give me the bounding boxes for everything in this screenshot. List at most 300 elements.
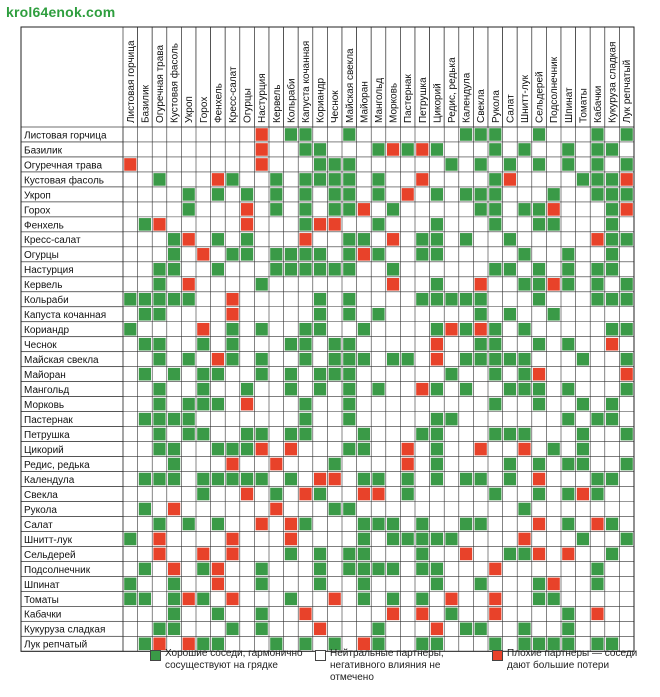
- cell-neutral: [256, 338, 268, 351]
- cell-bad: [489, 563, 501, 576]
- cell-good: [416, 293, 428, 306]
- cell-neutral: [358, 143, 370, 156]
- cell-neutral: [226, 503, 238, 516]
- cell-neutral: [226, 428, 238, 441]
- cell-neutral: [577, 248, 589, 261]
- cell-neutral: [577, 158, 589, 171]
- cell-neutral: [445, 428, 457, 441]
- cell-neutral: [197, 173, 209, 186]
- cell-good: [212, 608, 224, 621]
- cell-bad: [212, 563, 224, 576]
- cell-good: [489, 488, 501, 501]
- cell-neutral: [226, 608, 238, 621]
- cell-good: [329, 203, 341, 216]
- cell-neutral: [489, 158, 501, 171]
- cell-bad: [387, 278, 399, 291]
- cell-neutral: [168, 383, 180, 396]
- cell-neutral: [139, 278, 151, 291]
- cell-neutral: [183, 218, 195, 231]
- cell-neutral: [533, 188, 545, 201]
- cell-good: [299, 338, 311, 351]
- cell-good: [606, 518, 618, 531]
- cell-neutral: [387, 173, 399, 186]
- cell-neutral: [153, 563, 165, 576]
- cell-neutral: [241, 173, 253, 186]
- cell-neutral: [314, 593, 326, 606]
- cell-good: [548, 218, 560, 231]
- cell-bad: [591, 518, 603, 531]
- cell-neutral: [197, 218, 209, 231]
- cell-good: [299, 218, 311, 231]
- cell-neutral: [241, 128, 253, 141]
- cell-good: [504, 458, 516, 471]
- cell-neutral: [153, 503, 165, 516]
- cell-neutral: [372, 158, 384, 171]
- cell-neutral: [314, 638, 326, 651]
- cell-neutral: [241, 368, 253, 381]
- cell-good: [591, 578, 603, 591]
- cell-neutral: [226, 578, 238, 591]
- cell-good: [299, 173, 311, 186]
- cell-neutral: [577, 368, 589, 381]
- cell-neutral: [314, 503, 326, 516]
- cell-good: [489, 128, 501, 141]
- cell-bad: [314, 473, 326, 486]
- cell-good: [197, 563, 209, 576]
- cell-good: [518, 353, 530, 366]
- cell-neutral: [124, 368, 136, 381]
- cell-neutral: [329, 413, 341, 426]
- cell-neutral: [241, 413, 253, 426]
- cell-neutral: [591, 548, 603, 561]
- cell-good: [329, 353, 341, 366]
- cell-neutral: [387, 398, 399, 411]
- cell-neutral: [329, 128, 341, 141]
- cell-neutral: [139, 323, 151, 336]
- cell-good: [533, 293, 545, 306]
- cell-neutral: [226, 203, 238, 216]
- cell-good: [518, 548, 530, 561]
- cell-good: [504, 158, 516, 171]
- cell-neutral: [314, 413, 326, 426]
- cell-neutral: [533, 353, 545, 366]
- cell-neutral: [460, 338, 472, 351]
- cell-neutral: [226, 383, 238, 396]
- cell-bad: [489, 608, 501, 621]
- cell-neutral: [402, 428, 414, 441]
- cell-neutral: [548, 353, 560, 366]
- cell-neutral: [329, 428, 341, 441]
- cell-neutral: [299, 548, 311, 561]
- cell-neutral: [183, 548, 195, 561]
- cell-good: [299, 428, 311, 441]
- cell-neutral: [329, 143, 341, 156]
- cell-neutral: [124, 218, 136, 231]
- cell-neutral: [183, 623, 195, 636]
- cell-neutral: [372, 548, 384, 561]
- cell-neutral: [387, 473, 399, 486]
- cell-neutral: [562, 593, 574, 606]
- cell-good: [489, 323, 501, 336]
- cell-neutral: [314, 233, 326, 246]
- cell-neutral: [299, 383, 311, 396]
- cell-neutral: [402, 593, 414, 606]
- legend-label-good: Хорошие соседи, гармонично сосуществуют на грядке: [165, 648, 303, 671]
- cell-good: [489, 173, 501, 186]
- cell-neutral: [212, 128, 224, 141]
- cell-good: [299, 248, 311, 261]
- cell-neutral: [533, 173, 545, 186]
- cell-neutral: [212, 143, 224, 156]
- cell-good: [358, 563, 370, 576]
- cell-bad: [416, 383, 428, 396]
- cell-neutral: [329, 398, 341, 411]
- cell-neutral: [475, 428, 487, 441]
- cell-good: [285, 128, 297, 141]
- cell-good: [504, 473, 516, 486]
- cell-neutral: [372, 398, 384, 411]
- cell-good: [153, 173, 165, 186]
- cell-neutral: [518, 263, 530, 276]
- cell-neutral: [197, 203, 209, 216]
- cell-neutral: [372, 428, 384, 441]
- cell-good: [504, 428, 516, 441]
- cell-good: [153, 518, 165, 531]
- cell-neutral: [270, 128, 282, 141]
- cell-good: [577, 428, 589, 441]
- cell-neutral: [212, 593, 224, 606]
- cell-bad: [416, 173, 428, 186]
- cell-neutral: [241, 503, 253, 516]
- cell-neutral: [621, 398, 633, 411]
- cell-good: [314, 563, 326, 576]
- cell-good: [533, 398, 545, 411]
- cell-good: [606, 293, 618, 306]
- cell-good: [124, 533, 136, 546]
- cell-good: [562, 413, 574, 426]
- cell-neutral: [270, 368, 282, 381]
- cell-neutral: [591, 323, 603, 336]
- cell-neutral: [577, 218, 589, 231]
- cell-good: [606, 218, 618, 231]
- cell-neutral: [285, 278, 297, 291]
- cell-neutral: [212, 278, 224, 291]
- cell-good: [256, 278, 268, 291]
- cell-good: [314, 263, 326, 276]
- cell-good: [212, 473, 224, 486]
- cell-good: [270, 203, 282, 216]
- cell-neutral: [445, 488, 457, 501]
- cell-neutral: [372, 458, 384, 471]
- cell-bad: [256, 128, 268, 141]
- cell-neutral: [475, 248, 487, 261]
- cell-good: [431, 293, 443, 306]
- cell-neutral: [124, 623, 136, 636]
- cell-bad: [518, 443, 530, 456]
- cell-neutral: [431, 128, 443, 141]
- cell-good: [168, 413, 180, 426]
- cell-good: [533, 218, 545, 231]
- cell-good: [475, 128, 487, 141]
- cell-good: [416, 233, 428, 246]
- cell-good: [402, 488, 414, 501]
- cell-neutral: [256, 488, 268, 501]
- cell-good: [621, 233, 633, 246]
- cell-bad: [358, 203, 370, 216]
- cell-good: [343, 293, 355, 306]
- cell-neutral: [314, 398, 326, 411]
- cell-bad: [168, 503, 180, 516]
- cell-good: [621, 188, 633, 201]
- cell-neutral: [621, 263, 633, 276]
- cell-good: [431, 458, 443, 471]
- cell-neutral: [606, 443, 618, 456]
- cell-neutral: [168, 548, 180, 561]
- cell-neutral: [153, 158, 165, 171]
- cell-good: [621, 158, 633, 171]
- cell-neutral: [606, 593, 618, 606]
- cell-neutral: [489, 623, 501, 636]
- cell-neutral: [372, 278, 384, 291]
- cell-neutral: [299, 533, 311, 546]
- cell-good: [153, 263, 165, 276]
- cell-bad: [416, 608, 428, 621]
- cell-neutral: [212, 548, 224, 561]
- cell-neutral: [343, 533, 355, 546]
- row-label: Томаты: [24, 594, 59, 606]
- cell-neutral: [343, 218, 355, 231]
- cell-neutral: [387, 323, 399, 336]
- cell-neutral: [577, 293, 589, 306]
- cell-neutral: [226, 278, 238, 291]
- cell-neutral: [518, 173, 530, 186]
- cell-neutral: [226, 563, 238, 576]
- cell-good: [285, 368, 297, 381]
- row-label: Кресс-салат: [24, 235, 81, 247]
- cell-neutral: [270, 443, 282, 456]
- cell-good: [402, 473, 414, 486]
- cell-neutral: [621, 413, 633, 426]
- cell-neutral: [212, 623, 224, 636]
- cell-neutral: [562, 473, 574, 486]
- cell-neutral: [591, 338, 603, 351]
- cell-neutral: [416, 128, 428, 141]
- cell-neutral: [621, 488, 633, 501]
- cell-good: [329, 173, 341, 186]
- cell-good: [256, 473, 268, 486]
- cell-neutral: [475, 458, 487, 471]
- cell-neutral: [402, 518, 414, 531]
- cell-neutral: [387, 158, 399, 171]
- cell-neutral: [533, 323, 545, 336]
- cell-good: [314, 368, 326, 381]
- cell-good: [431, 143, 443, 156]
- cell-neutral: [139, 143, 151, 156]
- cell-good: [299, 323, 311, 336]
- cell-neutral: [460, 218, 472, 231]
- cell-good: [445, 293, 457, 306]
- cell-neutral: [577, 323, 589, 336]
- cell-neutral: [270, 473, 282, 486]
- cell-neutral: [402, 398, 414, 411]
- cell-good: [489, 353, 501, 366]
- cell-good: [460, 383, 472, 396]
- cell-neutral: [270, 293, 282, 306]
- cell-good: [256, 623, 268, 636]
- cell-good: [475, 188, 487, 201]
- cell-good: [212, 443, 224, 456]
- cell-neutral: [285, 203, 297, 216]
- cell-bad: [153, 548, 165, 561]
- cell-neutral: [256, 548, 268, 561]
- cell-bad: [387, 608, 399, 621]
- cell-good: [139, 563, 151, 576]
- cell-good: [183, 203, 195, 216]
- cell-neutral: [518, 398, 530, 411]
- cell-neutral: [460, 263, 472, 276]
- cell-neutral: [241, 353, 253, 366]
- cell-good: [387, 353, 399, 366]
- cell-neutral: [358, 263, 370, 276]
- cell-neutral: [489, 293, 501, 306]
- cell-neutral: [256, 248, 268, 261]
- cell-neutral: [168, 338, 180, 351]
- cell-neutral: [562, 503, 574, 516]
- cell-neutral: [475, 563, 487, 576]
- cell-good: [606, 323, 618, 336]
- cell-good: [445, 533, 457, 546]
- cell-neutral: [577, 188, 589, 201]
- column-label: Кориандр: [315, 77, 327, 123]
- cell-bad: [358, 488, 370, 501]
- cell-neutral: [285, 503, 297, 516]
- cell-neutral: [372, 443, 384, 456]
- cell-neutral: [256, 383, 268, 396]
- cell-good: [475, 473, 487, 486]
- cell-neutral: [416, 353, 428, 366]
- row-label: Майская свекла: [24, 355, 99, 367]
- cell-good: [343, 548, 355, 561]
- cell-neutral: [256, 263, 268, 276]
- cell-neutral: [562, 188, 574, 201]
- cell-neutral: [256, 233, 268, 246]
- cell-neutral: [518, 578, 530, 591]
- cell-bad: [226, 533, 238, 546]
- row-label: Рукола: [24, 504, 57, 516]
- cell-good: [212, 398, 224, 411]
- cell-neutral: [606, 353, 618, 366]
- cell-neutral: [387, 293, 399, 306]
- cell-neutral: [197, 143, 209, 156]
- cell-neutral: [475, 503, 487, 516]
- cell-bad: [621, 203, 633, 216]
- cell-neutral: [460, 398, 472, 411]
- cell-neutral: [329, 293, 341, 306]
- cell-good: [314, 173, 326, 186]
- cell-neutral: [329, 533, 341, 546]
- cell-good: [270, 173, 282, 186]
- cell-neutral: [226, 413, 238, 426]
- cell-neutral: [139, 128, 151, 141]
- cell-neutral: [139, 188, 151, 201]
- cell-good: [577, 353, 589, 366]
- cell-good: [606, 548, 618, 561]
- cell-neutral: [241, 593, 253, 606]
- cell-bad: [518, 533, 530, 546]
- cell-neutral: [197, 458, 209, 471]
- cell-good: [270, 263, 282, 276]
- cell-neutral: [139, 623, 151, 636]
- cell-neutral: [168, 398, 180, 411]
- cell-neutral: [562, 173, 574, 186]
- cell-neutral: [533, 143, 545, 156]
- cell-neutral: [270, 143, 282, 156]
- cell-neutral: [387, 218, 399, 231]
- cell-good: [591, 263, 603, 276]
- cell-neutral: [124, 488, 136, 501]
- cell-neutral: [168, 143, 180, 156]
- cell-neutral: [518, 218, 530, 231]
- cell-neutral: [168, 188, 180, 201]
- cell-good: [533, 263, 545, 276]
- cell-good: [241, 248, 253, 261]
- cell-good: [372, 563, 384, 576]
- cell-neutral: [621, 308, 633, 321]
- cell-bad: [460, 548, 472, 561]
- cell-neutral: [256, 308, 268, 321]
- cell-neutral: [548, 263, 560, 276]
- cell-bad: [197, 323, 209, 336]
- cell-neutral: [402, 338, 414, 351]
- cell-neutral: [577, 593, 589, 606]
- cell-neutral: [124, 308, 136, 321]
- cell-good: [533, 278, 545, 291]
- cell-neutral: [299, 368, 311, 381]
- cell-neutral: [183, 248, 195, 261]
- cell-neutral: [212, 428, 224, 441]
- cell-neutral: [285, 308, 297, 321]
- row-label: Морковь: [24, 400, 65, 412]
- cell-good: [504, 233, 516, 246]
- cell-good: [548, 443, 560, 456]
- cell-neutral: [416, 203, 428, 216]
- cell-neutral: [299, 308, 311, 321]
- cell-good: [314, 548, 326, 561]
- cell-neutral: [183, 338, 195, 351]
- cell-neutral: [402, 173, 414, 186]
- cell-good: [241, 443, 253, 456]
- cell-good: [606, 248, 618, 261]
- cell-bad: [241, 488, 253, 501]
- cell-neutral: [577, 203, 589, 216]
- cell-neutral: [285, 158, 297, 171]
- cell-good: [402, 533, 414, 546]
- cell-neutral: [197, 578, 209, 591]
- cell-good: [489, 203, 501, 216]
- cell-good: [358, 233, 370, 246]
- cell-neutral: [314, 458, 326, 471]
- cell-good: [431, 443, 443, 456]
- cell-bad: [445, 593, 457, 606]
- cell-good: [387, 593, 399, 606]
- cell-neutral: [168, 128, 180, 141]
- cell-good: [314, 323, 326, 336]
- column-label: Редис, редька: [447, 57, 458, 123]
- cell-neutral: [533, 248, 545, 261]
- cell-good: [212, 188, 224, 201]
- cell-good: [606, 233, 618, 246]
- cell-good: [343, 263, 355, 276]
